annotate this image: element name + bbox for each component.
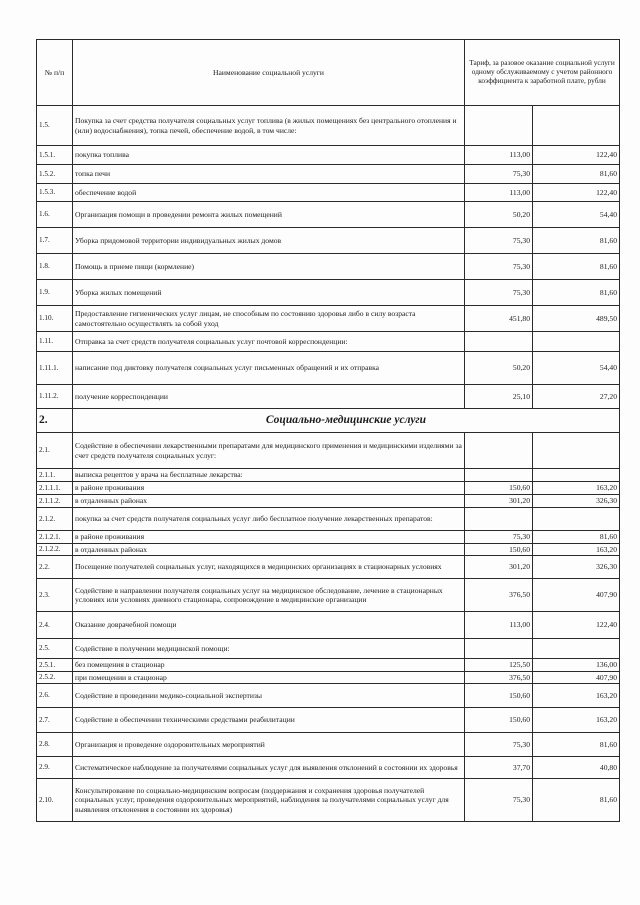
tariff-value-2 (533, 508, 620, 531)
table-row (37, 612, 620, 639)
service-name: Покупка за счет средства получателя социальных услуг топлива (в жилых помещениях без центрального отопления и (или) водоснабжения), топка печей, обеспечение водой, в том числе: (73, 106, 465, 146)
service-name: в районе проживания (73, 482, 465, 495)
service-name: Помощь в приеме пищи (кормление) (73, 254, 465, 280)
service-name: выписка рецептов у врача на бесплатные лекарства: (73, 469, 465, 482)
tariff-value-2: 163,20 (533, 482, 620, 495)
table-row (37, 469, 620, 482)
tariff-value-1 (465, 106, 533, 146)
section-number: 2. (37, 409, 73, 433)
row-number: 1.11.1. (37, 352, 73, 385)
tariff-value-1: 125,50 (465, 659, 533, 672)
header-tariff: Тариф, за разовое оказание социальной услуги одному обслуживаемому с учетом районного коэффициента к заработной плате, рубли (465, 40, 620, 106)
service-name: Оказание доврачебной помощи (73, 612, 465, 639)
row-number: 2.10. (37, 779, 73, 822)
service-name: Содействие в получении медицинской помощи: (73, 639, 465, 659)
service-name: Уборка придомовой территории индивидуальных жилых домов (73, 228, 465, 254)
tariff-value-2: 81,60 (533, 280, 620, 306)
tariff-value-2: 407,90 (533, 672, 620, 684)
tariff-value-1: 301,20 (465, 556, 533, 579)
tariff-value-1: 150,60 (465, 684, 533, 708)
row-number: 1.11.2. (37, 385, 73, 409)
service-name: Консультирование по социально-медицинским вопросам (поддержания и сохранения здоровья получателей социальных услуг, проведения оздоровительных мероприятий, наблюдения за получателями социальных услуг для выявления отклонения в состоянии их здоровья) (73, 779, 465, 822)
tariff-value-2 (533, 639, 620, 659)
row-number: 2.1.1.2. (37, 495, 73, 508)
tariff-value-2: 489,50 (533, 306, 620, 332)
tariff-value-2: 122,40 (533, 612, 620, 639)
table-row (37, 672, 620, 684)
service-name: Содействие в проведении медико-социальной экспертизы (73, 684, 465, 708)
tariff-value-1: 75,30 (465, 228, 533, 254)
tariff-value-2: 136,00 (533, 659, 620, 672)
table-row (37, 659, 620, 672)
row-number: 1.5.2. (37, 165, 73, 184)
service-name: Отправка за счет средств получателя социальных услуг почтовой корреспонденции: (73, 332, 465, 352)
tariff-value-2: 122,40 (533, 184, 620, 202)
row-number: 2.5. (37, 639, 73, 659)
row-number: 2.1.1. (37, 469, 73, 482)
table-row (37, 579, 620, 612)
row-number: 2.1.2. (37, 508, 73, 531)
tariff-value-2: 163,20 (533, 684, 620, 708)
table-row (37, 495, 620, 508)
tariff-value-1 (465, 433, 533, 469)
service-name: Предоставление гигиенических услуг лицам, не способным по состоянию здоровья либо в силу возраста самостоятельно осуществлять за собой уход (73, 306, 465, 332)
row-number: 1.5.1. (37, 146, 73, 165)
service-name: Организация и проведение оздоровительных мероприятий (73, 733, 465, 757)
table-row (37, 146, 620, 165)
service-name: Содействие в обеспечении лекарственными препаратами для медицинского применения и медицинскими изделиями за счет средств получателя социальных услуг: (73, 433, 465, 469)
header-name: Наименование социальной услуги (73, 40, 465, 106)
service-name: покупка за счет средств получателя социальных услуг либо бесплатное получение лекарственных препаратов: (73, 508, 465, 531)
table-row (37, 165, 620, 184)
row-number: 2.1.2.1. (37, 531, 73, 544)
row-number: 1.8. (37, 254, 73, 280)
tariff-value-1 (465, 469, 533, 482)
service-name: покупка топлива (73, 146, 465, 165)
table-row (37, 531, 620, 544)
tariff-value-1: 451,80 (465, 306, 533, 332)
tariff-value-1: 75,30 (465, 280, 533, 306)
tariff-value-1: 50,20 (465, 202, 533, 228)
tariff-value-2: 81,60 (533, 165, 620, 184)
service-name: написание под диктовку получателя социальных услуг письменных обращений и их отправка (73, 352, 465, 385)
table-row (37, 508, 620, 531)
tariff-value-2: 81,60 (533, 733, 620, 757)
tariff-value-2: 326,30 (533, 556, 620, 579)
service-name: в отдаленных районах (73, 544, 465, 556)
tariff-value-2: 54,40 (533, 352, 620, 385)
row-number: 2.9. (37, 757, 73, 779)
row-number: 1.5. (37, 106, 73, 146)
tariff-value-1: 75,30 (465, 165, 533, 184)
service-name: Уборка жилых помещений (73, 280, 465, 306)
row-number: 2.3. (37, 579, 73, 612)
tariff-value-2: 163,20 (533, 544, 620, 556)
row-number: 2.8. (37, 733, 73, 757)
table-row (37, 202, 620, 228)
tariff-value-2: 40,80 (533, 757, 620, 779)
tariff-value-2 (533, 433, 620, 469)
service-name: получение корреспонденции (73, 385, 465, 409)
tariff-value-1: 376,50 (465, 672, 533, 684)
table-row (37, 254, 620, 280)
service-name: обеспечение водой (73, 184, 465, 202)
table-row (37, 757, 620, 779)
tariff-value-2: 326,30 (533, 495, 620, 508)
tariff-value-1: 301,20 (465, 495, 533, 508)
row-number: 1.10. (37, 306, 73, 332)
tariff-value-1: 25,10 (465, 385, 533, 409)
tariff-value-2: 81,60 (533, 228, 620, 254)
table-row (37, 306, 620, 332)
tariff-value-1 (465, 332, 533, 352)
row-number: 2.2. (37, 556, 73, 579)
table-row (37, 106, 620, 146)
tariff-value-2: 81,60 (533, 779, 620, 822)
row-number: 2.7. (37, 708, 73, 733)
row-number: 1.6. (37, 202, 73, 228)
table-row (37, 482, 620, 495)
tariff-value-1: 113,00 (465, 184, 533, 202)
service-name: без помещения в стационар (73, 659, 465, 672)
table-row (37, 184, 620, 202)
row-number: 2.5.1. (37, 659, 73, 672)
tariff-value-1 (465, 508, 533, 531)
row-number: 1.7. (37, 228, 73, 254)
table-row (37, 639, 620, 659)
header-num: № п/п (37, 40, 73, 106)
row-number: 1.11. (37, 332, 73, 352)
table-row (37, 280, 620, 306)
section-title: Социально-медицинские услуги (73, 409, 620, 433)
tariff-table (36, 39, 620, 822)
service-name: Организация помощи в проведении ремонта жилых помещений (73, 202, 465, 228)
tariff-value-1: 150,60 (465, 544, 533, 556)
tariff-value-2: 122,40 (533, 146, 620, 165)
tariff-value-2: 54,40 (533, 202, 620, 228)
service-name: Содействие в обеспечении техническими средствами реабилитации (73, 708, 465, 733)
table-row (37, 544, 620, 556)
tariff-value-2: 407,90 (533, 579, 620, 612)
tariff-value-1: 37,70 (465, 757, 533, 779)
table-row (37, 352, 620, 385)
tariff-value-1: 50,20 (465, 352, 533, 385)
tariff-value-1: 150,60 (465, 708, 533, 733)
tariff-value-2 (533, 106, 620, 146)
row-number: 2.1.2.2. (37, 544, 73, 556)
row-number: 1.9. (37, 280, 73, 306)
table-row (37, 684, 620, 708)
tariff-value-2: 81,60 (533, 254, 620, 280)
tariff-value-1: 75,30 (465, 779, 533, 822)
row-number: 2.1.1.1. (37, 482, 73, 495)
section-row (37, 409, 620, 433)
service-name: Систематическое наблюдение за получателями социальных услуг для выявления отклонений в состоянии их здоровья (73, 757, 465, 779)
table-row (37, 385, 620, 409)
service-name: Содействие в направлении получателя социальных услуг на медицинское обследование, лечение в стационарных условиях или условиях дневного стационара, сопровождение в медицинские организации (73, 579, 465, 612)
row-number: 2.6. (37, 684, 73, 708)
tariff-value-2: 27,20 (533, 385, 620, 409)
table-row (37, 733, 620, 757)
tariff-value-1: 150,60 (465, 482, 533, 495)
tariff-value-2: 163,20 (533, 708, 620, 733)
table-row (37, 228, 620, 254)
table-row (37, 779, 620, 822)
table-row (37, 332, 620, 352)
service-name: Посещение получателей социальных услуг, находящихся в медицинских организациях в стационарных условиях (73, 556, 465, 579)
tariff-value-1: 376,50 (465, 579, 533, 612)
tariff-value-1 (465, 639, 533, 659)
service-name: топка печи (73, 165, 465, 184)
tariff-value-2 (533, 332, 620, 352)
table-header-row (37, 40, 620, 106)
tariff-value-2: 81,60 (533, 531, 620, 544)
row-number: 1.5.3. (37, 184, 73, 202)
table-row (37, 556, 620, 579)
service-name: в районе проживания (73, 531, 465, 544)
tariff-value-2 (533, 469, 620, 482)
tariff-value-1: 113,00 (465, 612, 533, 639)
service-name: в отдаленных районах (73, 495, 465, 508)
row-number: 2.4. (37, 612, 73, 639)
tariff-value-1: 75,30 (465, 531, 533, 544)
service-name: при помещении в стационар (73, 672, 465, 684)
tariff-value-1: 75,30 (465, 733, 533, 757)
tariff-value-1: 75,30 (465, 254, 533, 280)
table-row (37, 708, 620, 733)
row-number: 2.1. (37, 433, 73, 469)
tariff-value-1: 113,00 (465, 146, 533, 165)
row-number: 2.5.2. (37, 672, 73, 684)
table-row (37, 433, 620, 469)
